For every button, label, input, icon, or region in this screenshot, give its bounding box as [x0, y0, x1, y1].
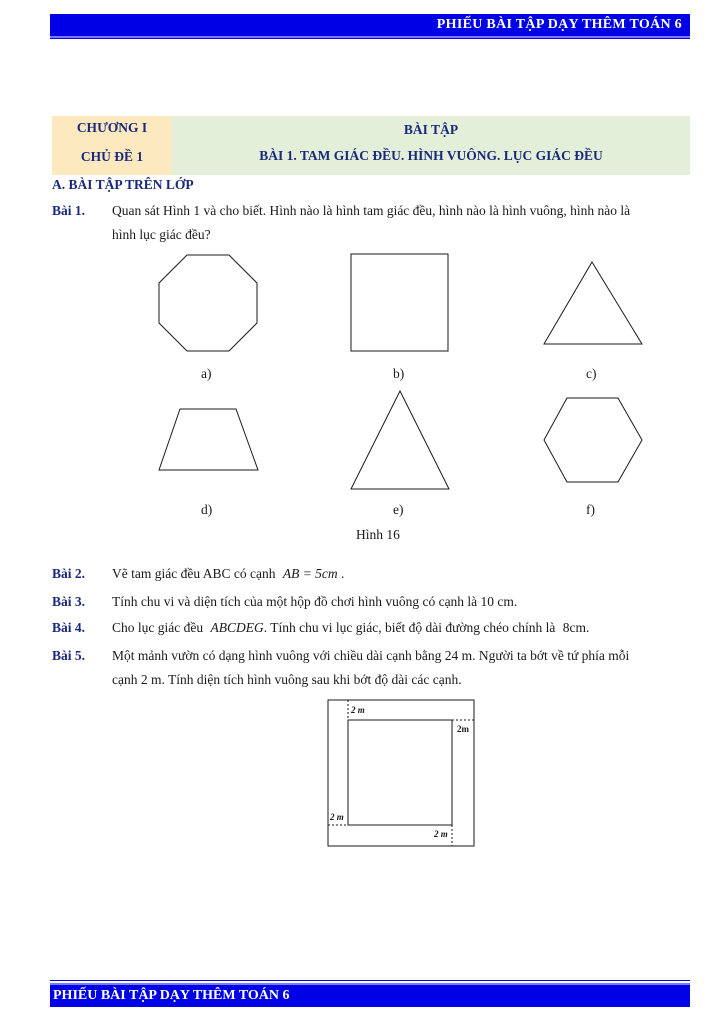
problem-4-math: ABCDEG: [210, 620, 264, 635]
problem-2-math: AB = 5cm: [282, 566, 338, 581]
chapter-label: CHƯƠNG I: [76, 120, 148, 135]
page-header: [50, 14, 690, 38]
problem-5-line1: Một mảnh vườn có dạng hình vuông với chiều dài cạnh bằng 24 m. Người ta bớt về tứ phía mỗi: [112, 648, 630, 663]
garden-label-top: 2 m: [351, 705, 365, 715]
problem-1-line1: Quan sát Hình 1 và cho biết. Hình nào là hình tam giác đều, hình nào là hình vuông, hình nào là: [112, 203, 631, 218]
inner-square: [348, 720, 452, 825]
problem-2-statement: Vẽ tam giác đều ABC có cạnh: [112, 566, 276, 581]
figure-label-b: b): [393, 366, 405, 381]
outer-square: [328, 700, 474, 846]
problem-4-mid: . Tính chu vi lục giác, biết độ dài đường chéo chính là: [263, 620, 556, 635]
trapezoid-shape: [159, 409, 258, 470]
square-shape: [351, 254, 448, 351]
problem-4-text: [112, 616, 589, 640]
topic-box: [172, 116, 690, 175]
garden-label-bottom: 2 m: [434, 829, 448, 839]
topic-label: BÀI TẬP: [403, 122, 459, 137]
hexagon-shape: [544, 398, 642, 482]
figure-label-a: a): [201, 366, 212, 381]
header-rule: [50, 38, 690, 39]
problem-2-end: .: [341, 566, 345, 581]
problem-2-label: Bài 2.: [52, 566, 86, 581]
problem-5-text: [112, 644, 629, 692]
problem-4-label: Bài 4.: [52, 620, 86, 635]
problem-5-line2: cạnh 2 m. Tính diện tích hình vuông sau khi bớt độ dài các cạnh.: [112, 672, 462, 687]
problem-3-text: Tính chu vi và diện tích của một hộp đồ chơi hình vuông có cạnh là 10 cm.: [112, 594, 518, 609]
problem-4-value: 8cm: [562, 620, 586, 635]
problem-3-label: Bài 3.: [52, 594, 86, 609]
footer-rule: [50, 980, 690, 981]
problem-4-end: .: [586, 620, 590, 635]
problem-1-text: [112, 199, 630, 247]
figure-label-e: e): [393, 502, 404, 517]
page-footer: [50, 983, 690, 1007]
problem-2-text: [112, 562, 344, 586]
problem-5-label: Bài 5.: [52, 648, 86, 663]
garden-label-left: 2 m: [330, 812, 344, 822]
triangle-e-shape: [351, 391, 449, 489]
problem-4-pre: Cho lục giác đều: [112, 620, 204, 635]
section-heading: A. BÀI TẬP TRÊN LỚP: [52, 177, 194, 192]
footer-title: PHIẾU BÀI TẬP DẠY THÊM TOÁN 6: [53, 988, 290, 1003]
garden-label-right: 2m: [457, 724, 469, 734]
triangle-c-shape: [544, 262, 642, 344]
topic-number: CHỦ ĐỀ 1: [80, 149, 144, 164]
problem-1-label: Bài 1.: [52, 203, 86, 218]
figure-label-c: c): [586, 366, 597, 381]
header-title: PHIẾU BÀI TẬP DẠY THÊM TOÁN 6: [436, 17, 682, 32]
figure-caption: Hình 16: [356, 527, 400, 542]
figure-label-f: f): [586, 502, 595, 517]
topic-title: BÀI 1. TAM GIÁC ĐỀU. HÌNH VUÔNG. LỤC GIÁC ĐỀU: [259, 148, 603, 163]
octagon-shape: [159, 255, 257, 351]
figure-label-d: d): [201, 502, 213, 517]
problem-1-line2: hình lục giác đều?: [112, 227, 211, 242]
chapter-box: [52, 116, 172, 175]
